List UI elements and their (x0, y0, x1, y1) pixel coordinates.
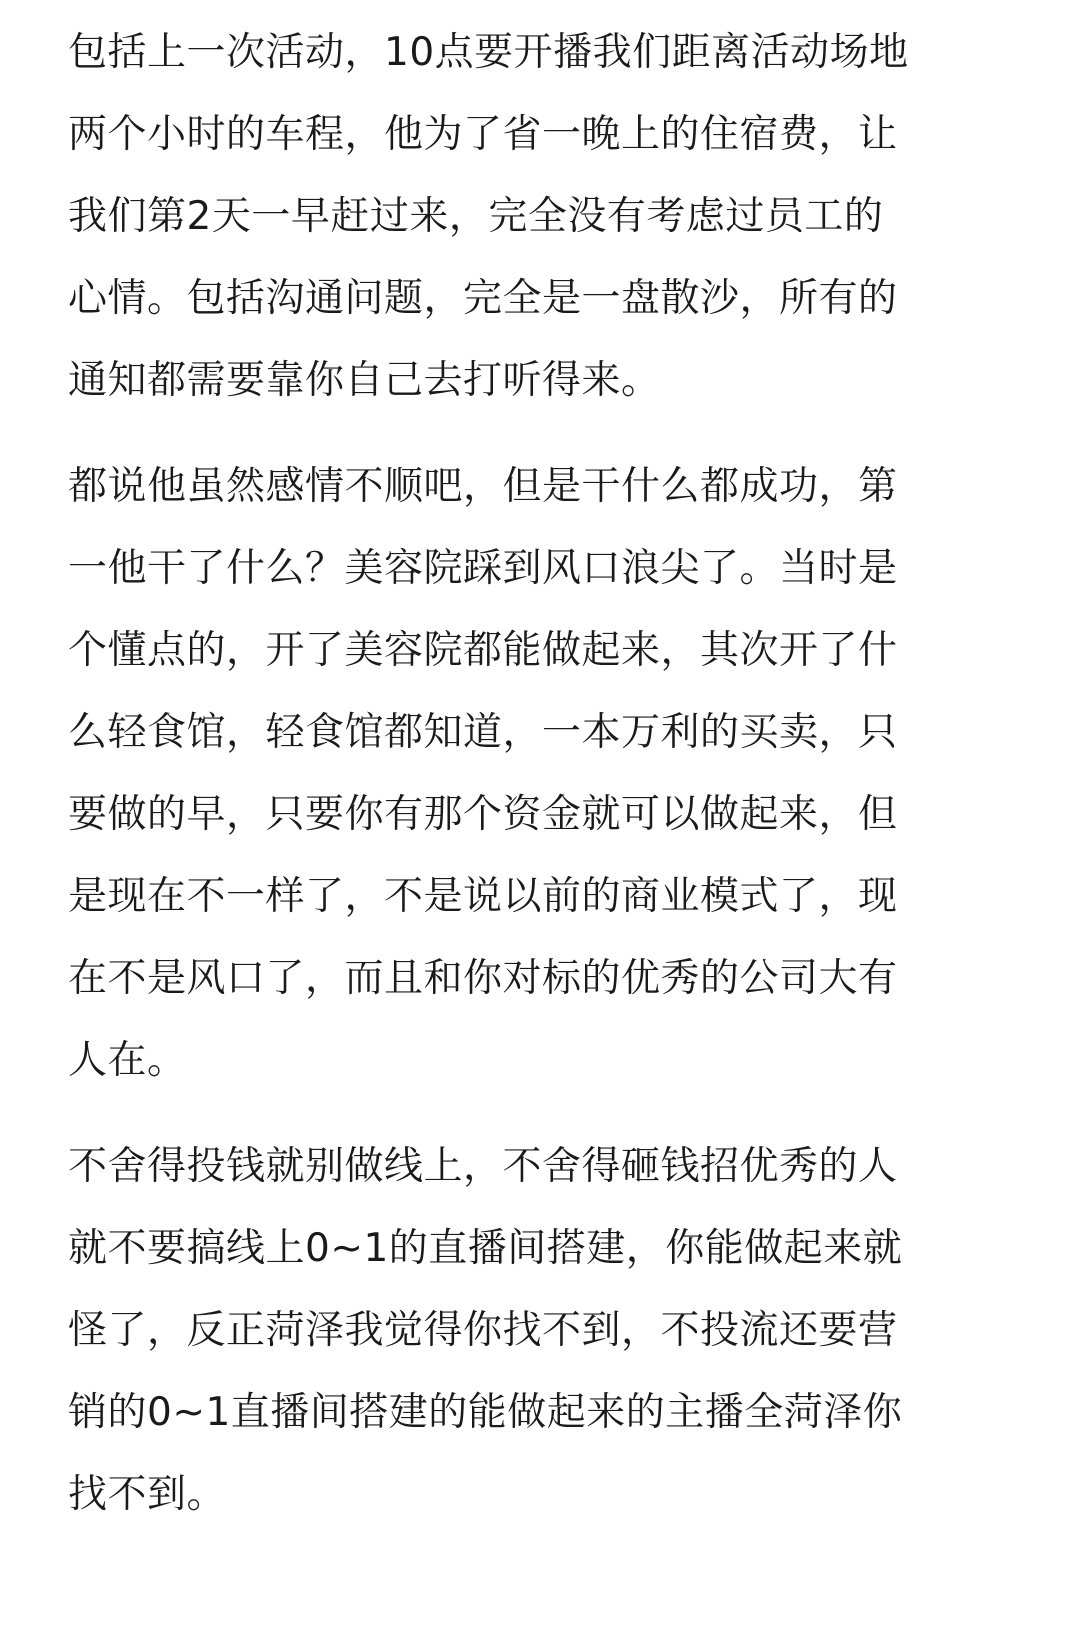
text-line: 要做的早，只要你有那个资金就可以做起来，但 (68, 792, 898, 837)
paragraph-3 (68, 1126, 1028, 1536)
text-line: 是现在不一样了，不是说以前的商业模式了，现 (68, 874, 898, 919)
text-line: 个懂点的，开了美容院都能做起来，其次开了什 (68, 628, 898, 673)
text-line: 在不是风口了，而且和你对标的优秀的公司大有 (68, 956, 898, 1001)
text-line: 找不到。 (68, 1472, 227, 1517)
text-line: 就不要搞线上0~1的直播间搭建，你能做起来就 (68, 1226, 903, 1271)
text-line: 不舍得投钱就别做线上，不舍得砸钱招优秀的人 (68, 1144, 898, 1189)
text-line: 两个小时的车程，他为了省一晚上的住宿费，让 (68, 112, 898, 157)
text-line: 人在。 (68, 1038, 187, 1083)
text-line: 一他干了什么？美容院踩到风口浪尖了。当时是 (68, 546, 898, 591)
text-line: 我们第2天一早赶过来，完全没有考虑过员工的 (68, 194, 884, 239)
text-line: 都说他虽然感情不顺吧，但是干什么都成功，第 (68, 464, 898, 509)
text-line: 心情。包括沟通问题，完全是一盘散沙，所有的 (68, 276, 898, 321)
paragraph-1 (68, 12, 1028, 422)
text-line: 销的0~1直播间搭建的能做起来的主播全菏泽你 (68, 1390, 903, 1435)
text-line: 怪了，反正菏泽我觉得你找不到，不投流还要营 (68, 1308, 898, 1353)
text-line: 通知都需要靠你自己去打听得来。 (68, 358, 661, 403)
paragraph-2 (68, 446, 1028, 1102)
article-body (68, 12, 1028, 1560)
text-line: 包括上一次活动，10点要开播我们距离活动场地 (68, 30, 909, 75)
text-line: 么轻食馆，轻食馆都知道，一本万利的买卖，只 (68, 710, 898, 755)
